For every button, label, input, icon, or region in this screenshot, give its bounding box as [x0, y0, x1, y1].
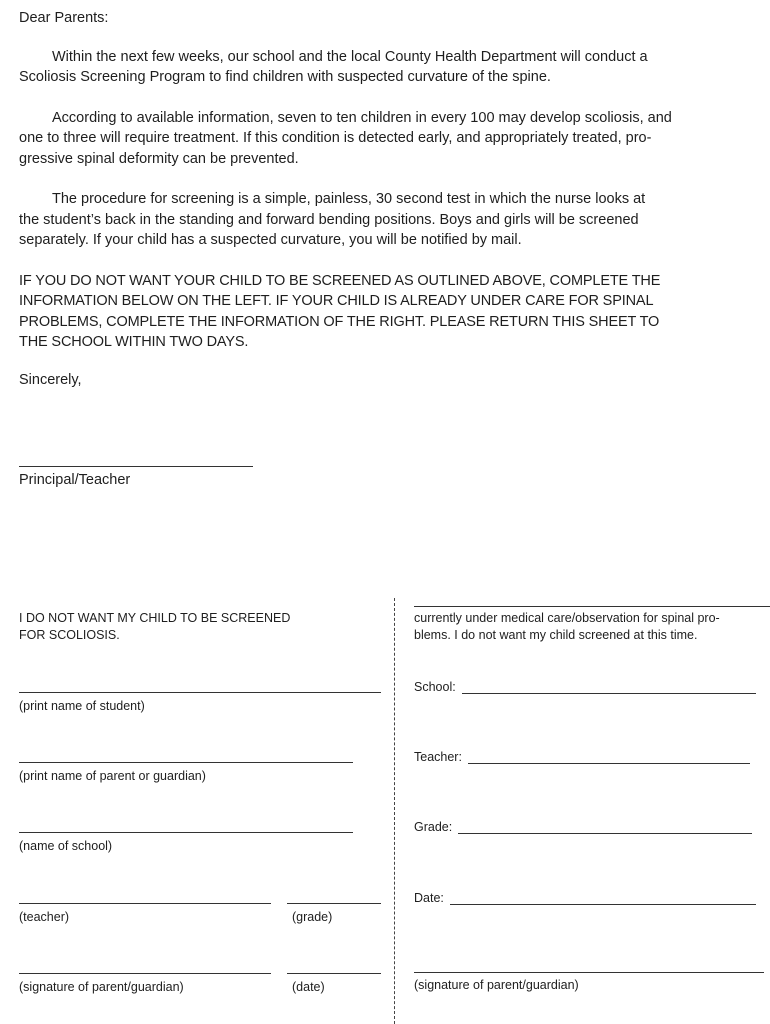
school-field[interactable]	[414, 680, 756, 694]
instructions-line: IF YOU DO NOT WANT YOUR CHILD TO BE SCREENED AS OUTLINED ABOVE, COMPLETE THE	[19, 272, 661, 289]
paragraph-line: The procedure for screening is a simple, painless, 30 second test in which the nurse looks at	[52, 191, 646, 207]
school-label: School:	[414, 680, 456, 694]
instructions-line: THE SCHOOL WITHIN TWO DAYS.	[19, 334, 249, 350]
grade-caption: (grade)	[292, 910, 333, 924]
greeting: Dear Parents:	[19, 10, 109, 26]
heading-line: FOR SCOLIOSIS.	[19, 628, 120, 642]
paragraph-line: separately. If your child has a suspected curvature, you will be notified by mail.	[19, 232, 522, 248]
school-name-line[interactable]	[19, 832, 353, 833]
date-label: Date:	[414, 891, 444, 905]
paragraph-line: Scoliosis Screening Program to find children with suspected curvature of the spine.	[19, 69, 551, 85]
instructions-line: INFORMATION BELOW ON THE LEFT. IF YOUR CHILD IS ALREADY UNDER CARE FOR SPINAL	[19, 293, 654, 309]
instructions	[19, 271, 770, 353]
heading-line: currently under medical care/observation for spinal pro-	[414, 611, 720, 625]
parent-name-caption: (print name of parent or guardian)	[19, 769, 206, 783]
right-date-field[interactable]	[414, 891, 756, 905]
medical-care-heading	[414, 610, 720, 644]
heading-line: I DO NOT WANT MY CHILD TO BE SCREENED	[19, 611, 291, 625]
right-signature-field[interactable]	[414, 972, 764, 992]
parent-signature-caption: (signature of parent/guardian)	[19, 980, 184, 994]
parent-signature-line[interactable]	[19, 973, 271, 974]
student-name-field[interactable]	[19, 692, 381, 713]
signature-title: Principal/Teacher	[19, 472, 131, 488]
right-grade-line[interactable]	[458, 832, 752, 834]
date-caption: (date)	[292, 980, 325, 994]
closing: Sincerely,	[19, 372, 82, 388]
parent-name-field[interactable]	[19, 762, 353, 783]
principal-signature-line	[19, 466, 253, 467]
teacher-caption: (teacher)	[19, 910, 70, 924]
school-name-field[interactable]	[19, 832, 353, 853]
school-name-caption: (name of school)	[19, 839, 113, 853]
date-field[interactable]	[287, 973, 381, 994]
opt-out-heading	[19, 610, 384, 644]
paragraph-line: gressive spinal deformity can be prevented.	[19, 150, 299, 167]
grade-label: Grade:	[414, 820, 453, 834]
student-name-line[interactable]	[19, 692, 381, 693]
date-line[interactable]	[287, 973, 381, 974]
heading-line: blems. I do not want my child screened at this time.	[414, 628, 698, 642]
teacher-line[interactable]	[19, 903, 271, 904]
right-teacher-field[interactable]	[414, 750, 750, 764]
grade-field[interactable]	[287, 903, 381, 924]
right-grade-field[interactable]	[414, 820, 752, 834]
child-name-line[interactable]	[414, 606, 770, 607]
right-signature-line[interactable]	[414, 972, 764, 973]
paragraph-procedure	[19, 189, 770, 251]
paragraph-screening-program	[19, 47, 770, 88]
teacher-field[interactable]	[19, 903, 271, 924]
right-signature-caption: (signature of parent/guardian)	[414, 978, 579, 992]
school-line[interactable]	[462, 692, 756, 694]
instructions-line: PROBLEMS, COMPLETE THE INFORMATION OF THE RIGHT. PLEASE RETURN THIS SHEET TO	[19, 313, 660, 330]
teacher-label: Teacher:	[414, 750, 462, 764]
paragraph-line: the student’s back in the standing and forward bending positions. Boys and girls will be screened	[19, 211, 639, 228]
parent-name-line[interactable]	[19, 762, 353, 763]
grade-line[interactable]	[287, 903, 381, 904]
right-teacher-line[interactable]	[468, 762, 750, 764]
student-name-caption: (print name of student)	[19, 699, 145, 713]
letter-body	[19, 8, 770, 373]
opt-out-form	[19, 610, 384, 994]
form-divider	[394, 598, 395, 1024]
paragraph-line: According to available information, seven to ten children in every 100 may develop scoliosis, and	[52, 109, 672, 126]
paragraph-line: one to three will require treatment. If this condition is detected early, and appropriately treated, pro-	[19, 130, 652, 146]
right-date-line[interactable]	[450, 903, 756, 905]
parent-signature-field[interactable]	[19, 973, 271, 994]
paragraph-statistics	[19, 108, 770, 170]
paragraph-line: Within the next few weeks, our school and the local County Health Department will conduct a	[52, 48, 648, 65]
